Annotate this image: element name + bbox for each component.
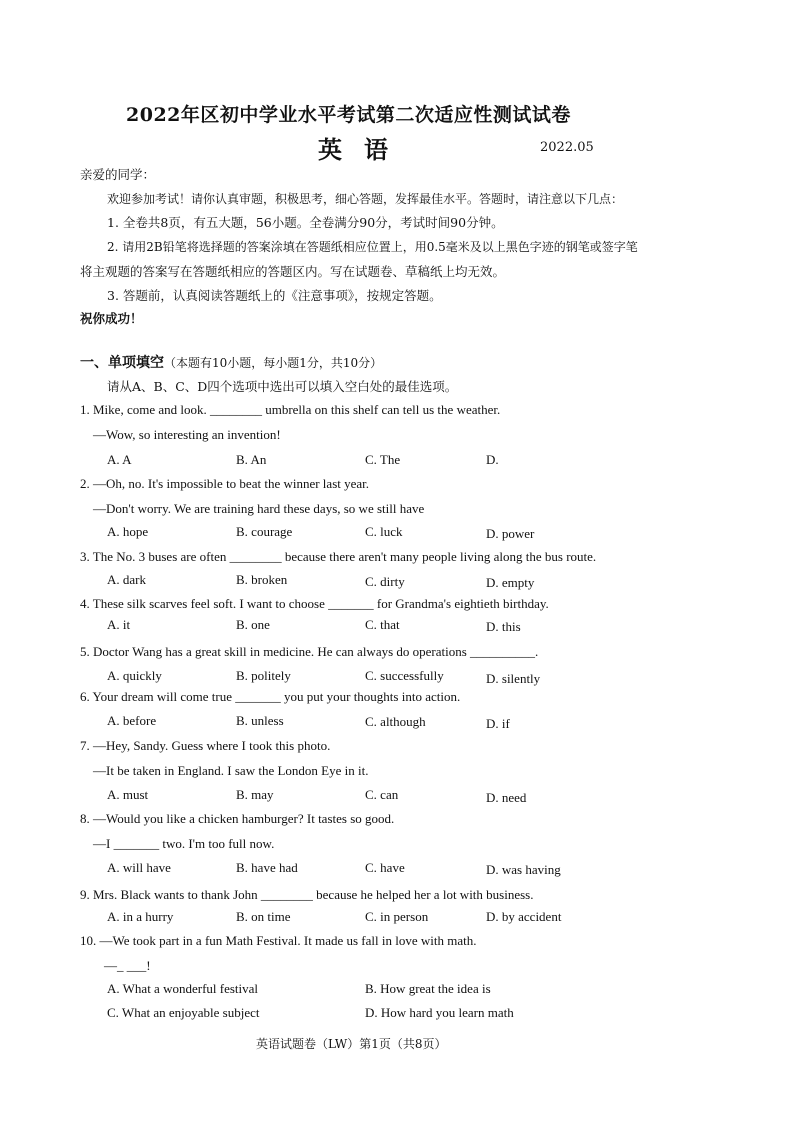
exam-title: 2022年区初中学业水平考试第二次适应性测试试卷 (126, 104, 571, 126)
question-8-option-c: C. have (365, 860, 405, 875)
notice-intro: 欢迎参加考试！请你认真审题，积极思考，细心答题，发挥最佳水平。答题时，请注意以下几点： (107, 192, 624, 206)
question-3-option-a: A. dark (107, 572, 146, 587)
question-2-option-a: A. hope (107, 524, 149, 539)
question-9-option-b: B. on time (236, 909, 291, 924)
question-2-stem: 2. —Oh, no. It's impossible to beat the winner last year. (80, 476, 370, 491)
question-6-option-a: A. before (107, 713, 157, 728)
question-1-option-b: B. An (236, 452, 267, 467)
question-4-option-a: A. it (107, 617, 131, 632)
question-5-stem: 5. Doctor Wang has a great skill in medicine. He can always do operations __________. (80, 644, 539, 659)
question-6-option-d: D. if (486, 716, 510, 731)
question-7-stem-2: —It be taken in England. I saw the London Eye in it. (93, 763, 369, 778)
question-9-option-a: A. in a hurry (107, 909, 174, 924)
question-4-option-d: D. this (486, 619, 521, 634)
question-10-option-a: A. What a wonderful festival (107, 981, 259, 996)
question-6-stem: 6. Your dream will come true _______ you put your thoughts into action. (80, 689, 461, 704)
question-8-option-b: B. have had (236, 860, 298, 875)
question-1-option-d: D. (486, 452, 499, 467)
exam-date: 2022.05 (540, 140, 594, 155)
notice-closing: 祝你成功！ (80, 311, 143, 326)
notice-item-2: 2. 请用2B铅笔将选择题的答案涂填在答题纸相应位置上，用0.5毫米及以上黑色字迹的钢笔或签字笔 (107, 240, 638, 254)
question-4-option-b: B. one (236, 617, 270, 632)
question-2-option-b: B. courage (236, 524, 293, 539)
question-10-option-d: D. How hard you learn math (365, 1005, 514, 1020)
question-7-option-d: D. need (486, 790, 527, 805)
section-1-instruction: 请从A、B、C、D四个选项中选出可以填入空白处的最佳选项。 (107, 379, 458, 394)
notice-greeting: 亲爱的同学： (80, 167, 156, 182)
question-2-option-c: C. luck (365, 524, 403, 539)
question-8-option-a: A. will have (107, 860, 171, 875)
question-4-stem: 4. These silk scarves feel soft. I want to choose _______ for Grandma's eightieth birthday. (80, 596, 549, 611)
question-5-option-d: D. silently (486, 671, 541, 686)
question-5-option-a: A. quickly (107, 668, 162, 683)
question-10-option-c: C. What an enjoyable subject (107, 1005, 260, 1020)
question-9-option-c: C. in person (365, 909, 429, 924)
notice-item-2-cont: 将主观题的答案写在答题纸相应的答题区内。写在试题卷、草稿纸上均无效。 (80, 264, 506, 279)
notice-item-3: 3. 答题前，认真阅读答题纸上的《注意事项》，按规定答题。 (107, 288, 442, 303)
question-10-option-b: B. How great the idea is (365, 981, 491, 996)
question-4-option-c: C. that (365, 617, 400, 632)
question-1-option-c: C. The (365, 452, 401, 467)
notice-item-1: 1. 全卷共8页，有五大题，56小题。全卷满分90分，考试时间90分钟。 (107, 215, 504, 230)
section-1-heading (80, 352, 382, 372)
question-1-option-a: A. A (107, 452, 132, 467)
question-3-option-d: D. empty (486, 575, 535, 590)
question-8-stem: 8. —Would you like a chicken hamburger? It tastes so good. (80, 811, 395, 826)
subject-heading: 英语 (318, 135, 410, 164)
question-2-option-d: D. power (486, 526, 535, 541)
question-7-option-a: A. must (107, 787, 149, 802)
question-7-option-c: C. can (365, 787, 399, 802)
question-9-stem: 9. Mrs. Black wants to thank John ________ because he helped her a lot with business. (80, 887, 534, 902)
question-7-option-b: B. may (236, 787, 274, 802)
question-3-stem: 3. The No. 3 buses are often ________ because there aren't many people living along the bus route. (80, 549, 597, 564)
question-8-option-d: D. was having (486, 862, 561, 877)
question-3-option-b: B. broken (236, 572, 288, 587)
question-1-stem-2: —Wow, so interesting an invention! (93, 427, 281, 442)
section-1-title: 一、单项填空 (80, 355, 164, 371)
question-2-stem-2: —Don't worry. We are training hard these days, so we still have (93, 501, 425, 516)
question-8-stem-2: —I _______ two. I'm too full now. (93, 836, 275, 851)
section-1-note: （本题有10小题，每小题1分，共10分） (164, 356, 383, 370)
question-10-stem-2: —_ ___! (104, 958, 151, 973)
question-3-option-c: C. dirty (365, 574, 405, 589)
question-6-option-b: B. unless (236, 713, 284, 728)
page-footer: 英语试题卷（LW）第1页（共8页） (256, 1037, 447, 1051)
question-5-option-c: C. successfully (365, 668, 444, 683)
question-9-option-d: D. by accident (486, 909, 562, 924)
question-1-stem: 1. Mike, come and look. ________ umbrella on this shelf can tell us the weather. (80, 402, 501, 417)
question-7-stem: 7. —Hey, Sandy. Guess where I took this photo. (80, 738, 331, 753)
question-6-option-c: C. although (365, 714, 426, 729)
question-10-stem: 10. —We took part in a fun Math Festival. It made us fall in love with math. (80, 933, 477, 948)
question-5-option-b: B. politely (236, 668, 291, 683)
